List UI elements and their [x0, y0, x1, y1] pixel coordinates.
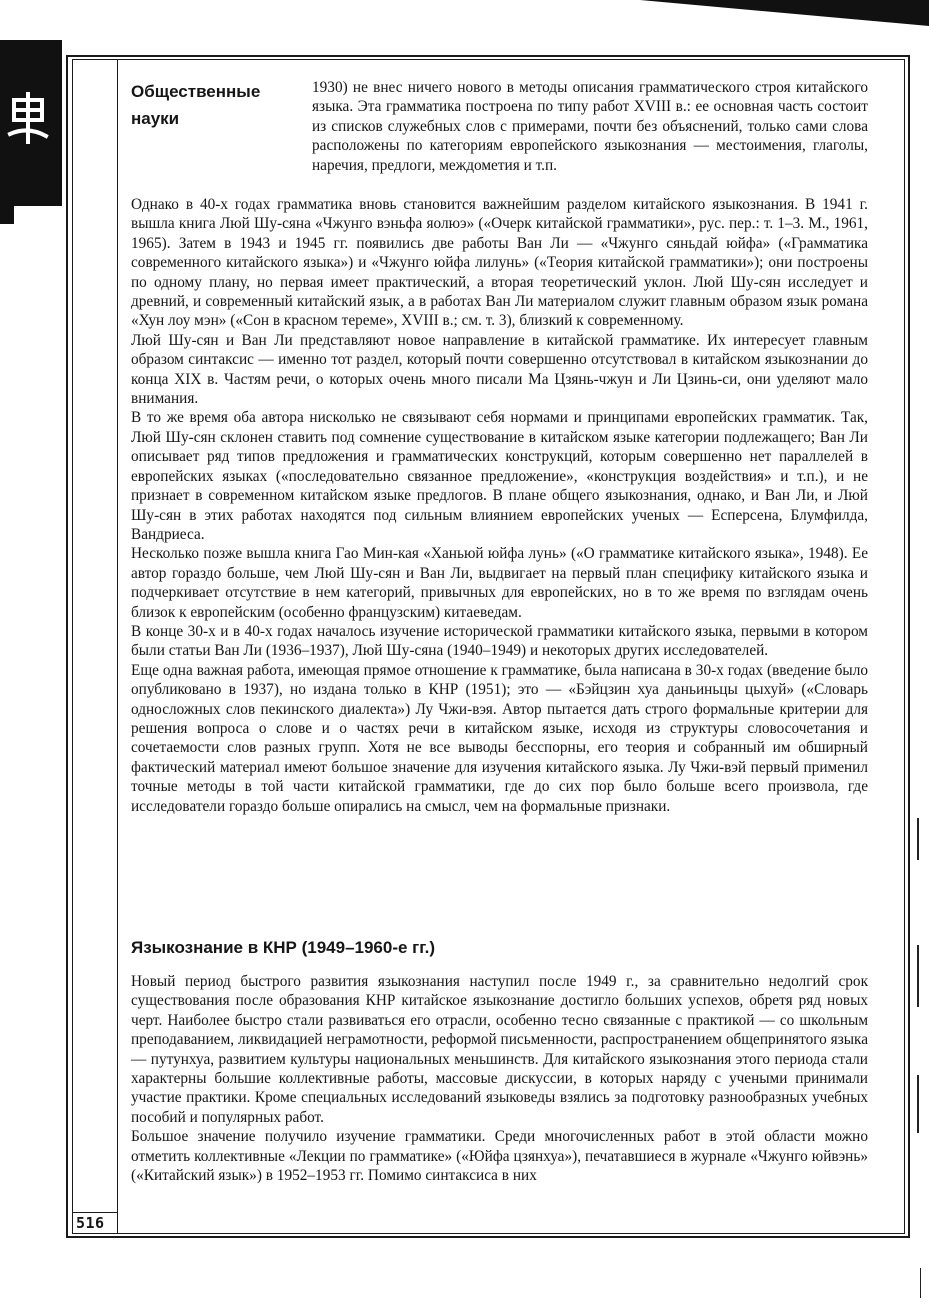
corner-wedge-decoration	[640, 0, 929, 26]
paragraph: Люй Шу-сян и Ван Ли представляют новое направление в китайской грамматике. Их интересует главным образом синтаксис — именно тот раздел, который почти совершенно отсутствовал в китайском языкознании до конца XIX в. Частям речи, о которых очень много писали Ма Цзянь-чжун и Ли Цзинь-си, они уделяют мало внимания.	[131, 331, 868, 408]
section-tag: Общественные науки	[131, 82, 261, 128]
margin-column-rule	[117, 59, 118, 1234]
cjk-glyph-icon	[6, 90, 50, 146]
paragraph: Большое значение получило изучение грамматики. Среди многочисленных работ в этой области можно отметить коллективные «Лекции по грамматике» («Юйфа цзянхуа»), печатавшиеся в журнале «Чжунго юйвэнь» («Китайский язык») в 1952–1953 гг. Помимо синтаксиса в них	[131, 1128, 868, 1185]
paragraph: В то же время оба автора нисколько не связывают себя нормами и принципами европейских грамматик. Так, Люй Шу-сян склонен ставить под сомнение существование в китайском языке категории подлежащего; Ван Ли описывает ряд типов предложения и грамматических конструкций, которым совершенно нет параллелей в европейских языках («последовательно связанное предложение», «конструкция воздействия» и т.п.), и не признает в современном китайском языке предлогов. В плане общего языкознания, однако, и Ван Ли, и Люй Шу-сян в этих работах находятся под сильным влиянием европейских ученых — Есперсена, Блумфилда, Вандриеса.	[131, 409, 868, 543]
paragraph: Несколько позже вышла книга Гао Мин-кая «Ханьюй юйфа лунь» («О грамматике китайского языка», 1948). Ее автор гораздо больше, чем Люй Шу-сян и Ван Ли, выдвигает на первый план специфику китайского языка и подчеркивает отсутствие в нем категорий, привычных для европейских, но в то же время по взглядам очень близок к европейским (особенно французским) китаеведам.	[131, 545, 868, 621]
margin-mark	[917, 945, 919, 1007]
page-number: 516	[76, 1214, 105, 1232]
margin-mark	[917, 1075, 919, 1133]
intro-paragraph	[312, 78, 868, 175]
body-text-part-2	[131, 972, 868, 1185]
paragraph: Еще одна важная работа, имеющая прямое отношение к грамматике, была написана в 30-х годах (введение было опубликовано в 1937), но издана только в КНР (1951); это — «Бэйцзин хуа даньиньцы цыхуй» («Словарь односложных слов пекинского диалекта») Лу Чжи-вэя. Автор пытается дать строго формальные критерии для решения вопроса о слове и о частях речи в китайском языке, исходя из структуры словосочетания и сочетаемости слов разных групп. Хотя не все выводы бесспорны, его теория и собранный им обширный фактический материал имеют большое значение для изучения китайского языка. Лу Чжи-вэй первый применил точные методы в той части китайской грамматики, где до сих пор было больше всего произвола, где исследователи гораздо больше опирались на смысл, чем на формальные признаки.	[131, 661, 868, 815]
section-heading: Языкознание в КНР (1949–1960-е гг.)	[131, 938, 436, 957]
paragraph: 1930) не внес ничего нового в методы описания грамматического строя китайского языка. Эта грамматика построена по типу работ XVIII в.: ее основная часть состоит из списков служебных слов с примерами, почти без объяснений, только сами слова расположены по категориям европейского языкознания — местоимения, глаголы, наречия, предлоги, междометия и т.п.	[312, 79, 868, 174]
paragraph: В конце 30-х и в 40-х годах началось изучение исторической грамматики китайского языка, первыми в котором были статьи Ван Ли (1936–1937), Люй Шу-сяна (1940–1949) и некоторых других исследователей.	[131, 622, 868, 660]
margin-mark	[917, 818, 919, 860]
body-text-part-1	[131, 195, 868, 816]
paragraph: Новый период быстрого развития языкознания наступил после 1949 г., за сравнительно недолгий срок существования после образования КНР китайское языкознание достигло больших успехов, обретя ряд новых черт. Наиболее быстро стали развиваться его отрасли, особенно тесно связанные с практикой — со школьным преподаванием, ликвидацией неграмотности, реформой письменности, распространением общепринятого языка — путунхуа, развитием культуры национальных меньшинств. Для китайского языкознания этого периода стали характерны большие коллективные работы, массовые дискуссии, в которых наряду с учеными принимали участие практики. Кроме специальных исследований языковеды взялись за подготовку разнообразных учебных пособий и популярных работ.	[131, 973, 868, 1126]
paragraph: Однако в 40-х годах грамматика вновь становится важнейшим разделом китайского языкознания. В 1941 г. вышла книга Люй Шу-сяна «Чжунго вэньфа яолюэ» («Очерк китайской грамматики», рус. пер.: т. 1–3. М., 1961, 1965). Затем в 1943 и 1945 гг. появились две работы Ван Ли — «Чжунго сяньдай юйфа» («Грамматика современного китайского языка») и «Чжунго юйфа лилунь» («Теория китайской грамматики»); они построены по одному плану, но первая имеет практический, а вторая теоретический уклон. Люй Шу-сян исследует и древний, и современный китайский язык, а в работах Ван Ли материалом служит главным образом язык романа «Хун лоу мэн» («Сон в красном тереме», XVIII в.; см. т. 3), близкий к современному.	[131, 196, 868, 330]
section-tab-notch	[0, 206, 14, 224]
margin-mark	[920, 1268, 921, 1298]
